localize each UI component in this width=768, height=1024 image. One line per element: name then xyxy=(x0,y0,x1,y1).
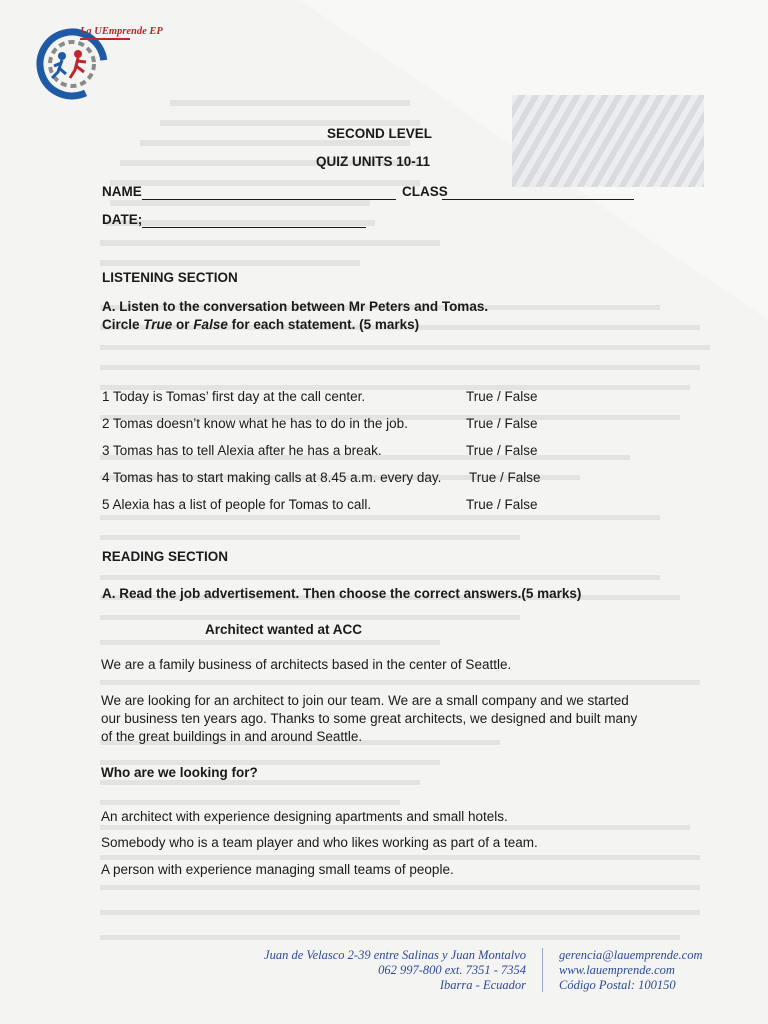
footer-postal-code: Código Postal: 100150 xyxy=(559,978,676,992)
footer-contact xyxy=(559,948,703,993)
listening-instruction-circle: Circle True or False for each statement. (5 marks) xyxy=(102,317,420,332)
logo-text: La UEmprende EP xyxy=(80,26,163,37)
class-label: CLASS xyxy=(402,184,448,199)
statement-4: 4 Tomas has to start making calls at 8.45 a.m. every day. xyxy=(102,470,442,485)
reading-heading: READING SECTION xyxy=(102,549,229,564)
ad-paragraph-1: We are a family business of architects based in the center of Seattle. xyxy=(101,657,512,672)
ad-paragraph-2-line-2: our business ten years ago. Thanks to some great architects, we designed and built many xyxy=(101,711,638,726)
ad-paragraph-2-line-3: of the great buildings in and around Seattle. xyxy=(101,729,363,744)
footer-address-line-1: Juan de Velasco 2-39 entre Salinas y Juan Montalvo xyxy=(264,948,526,962)
footer-website: www.lauemprende.com xyxy=(559,963,675,977)
statement-2: 2 Tomas doesn’t know what he has to do in the job. xyxy=(102,416,408,431)
date-label: DATE; xyxy=(102,212,143,227)
statement-2-options: True / False xyxy=(466,416,538,431)
footer-divider xyxy=(542,948,543,992)
logo-underline xyxy=(80,38,130,40)
ad-requirement-2: Somebody who is a team player and who likes working as part of a team. xyxy=(101,835,538,850)
statement-3-options: True / False xyxy=(466,443,538,458)
statement-1: 1 Today is Tomas’ first day at the call center. xyxy=(102,389,366,404)
footer-address-line-3: Ibarra - Ecuador xyxy=(439,978,526,992)
faded-photo xyxy=(512,95,704,187)
ad-requirement-3: A person with experience managing small teams of people. xyxy=(101,862,454,877)
statement-5: 5 Alexia has a list of people for Tomas to call. xyxy=(102,497,372,512)
ad-paragraph-2-line-1: We are looking for an architect to join our team. We are a small company and we started xyxy=(101,693,629,708)
statement-3: 3 Tomas has to tell Alexia after he has a break. xyxy=(102,443,382,458)
statement-1-options: True / False xyxy=(466,389,538,404)
ad-subheading: Who are we looking for? xyxy=(101,765,258,780)
ad-title: Architect wanted at ACC xyxy=(205,622,363,637)
date-line xyxy=(142,227,366,228)
class-line xyxy=(442,199,634,200)
quiz-title: QUIZ UNITS 10-11 xyxy=(316,154,431,169)
listening-heading: LISTENING SECTION xyxy=(102,270,238,285)
reading-instruction: A. Read the job advertisement. Then choose the correct answers.(5 marks) xyxy=(102,586,582,601)
footer-address xyxy=(264,948,526,993)
footer-email: gerencia@lauemprende.com xyxy=(559,948,703,962)
name-line xyxy=(142,199,396,200)
ad-requirement-1: An architect with experience designing apartments and small hotels. xyxy=(101,809,508,824)
footer-address-line-2: 062 997-800 ext. 7351 - 7354 xyxy=(378,963,526,977)
level-title: SECOND LEVEL xyxy=(327,126,433,141)
statement-4-options: True / False xyxy=(469,470,541,485)
listening-instruction: A. Listen to the conversation between Mr Peters and Tomas. xyxy=(102,299,489,314)
name-label: NAME xyxy=(102,184,142,199)
statement-5-options: True / False xyxy=(466,497,538,512)
